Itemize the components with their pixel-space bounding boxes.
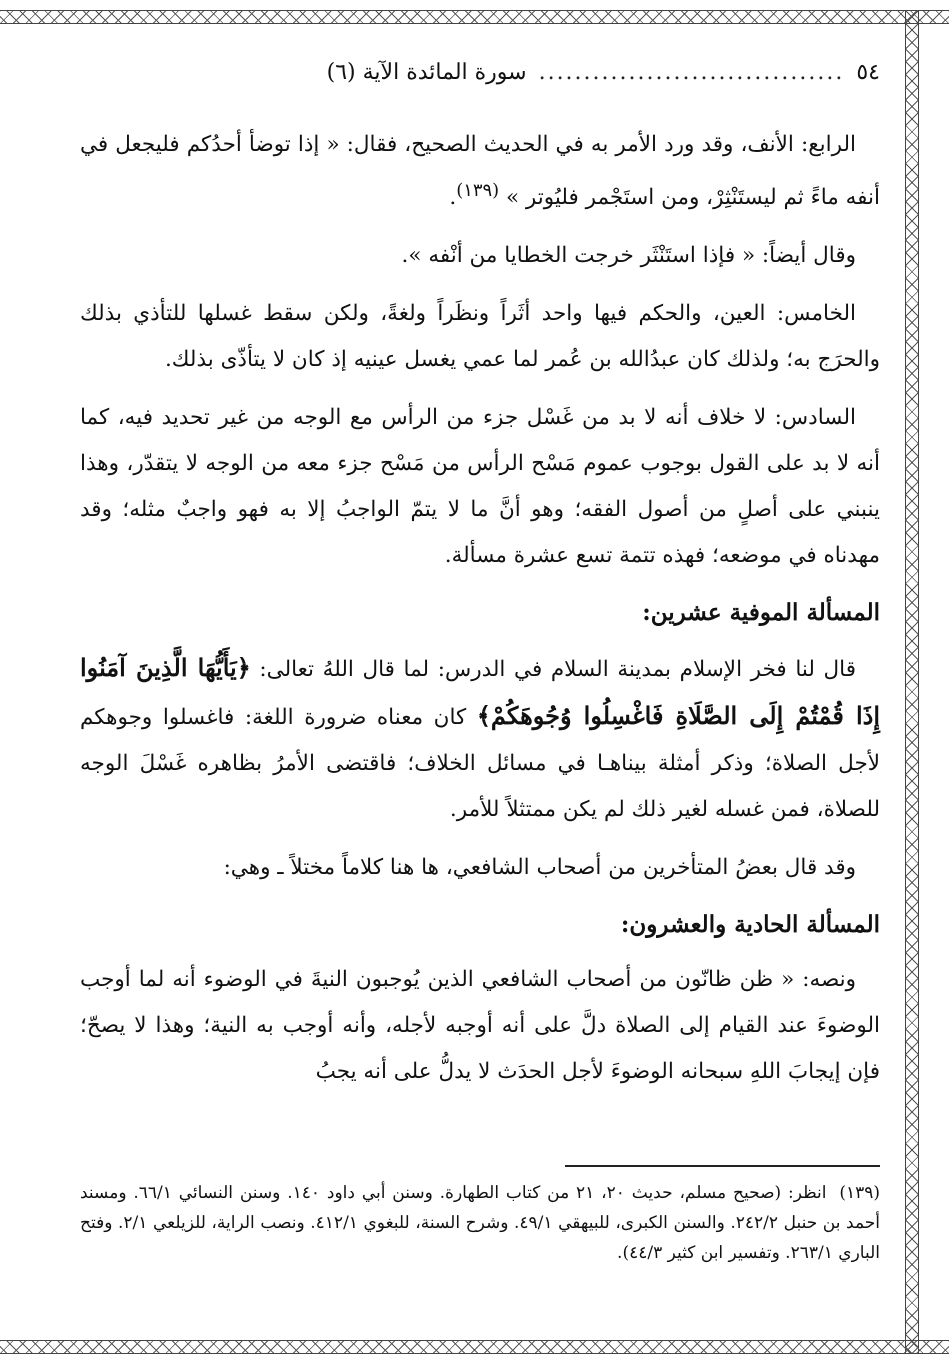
- paragraph-nose-end: .: [449, 185, 457, 211]
- page-content: [80, 60, 880, 1107]
- running-head-dots: ..................................: [538, 60, 845, 85]
- paragraph-twenty-first: ونصه: « ظن ظانّون من أصحاب الشافعي الذين يُوجبون النيةَ في الوضوء أنه لما أوجب الوضوءَ عند القيام إلى الصلاة دلَّ على أنه أوجبه لأجله، وأنه أوجب به النية؛ وهذا لا يصحّ؛ فإن إيجابَ اللهِ سبحانه الوضوءَ لأجل الحدَث لا يدلُّ على أنه يجبُ: [80, 967, 880, 1085]
- running-head-title: سورة المائدة الآية (٦): [326, 60, 527, 85]
- paragraph-nose-2: وقال أيضاً: « فإذا استَنْثَر خرجت الخطايا من أنْفه ».: [401, 243, 856, 269]
- paragraph-twentieth: [80, 645, 880, 833]
- page-number: ٥٤: [856, 60, 880, 85]
- footnote-reference[interactable]: (١٣٩): [456, 180, 500, 201]
- section-heading-twentieth: المسألة الموفية عشرين:: [642, 599, 880, 627]
- paragraph-nose: [80, 122, 880, 221]
- paragraph-twentieth-pre: قال لنا فخر الإسلام بمدينة السلام في الدرس: لما قال اللهُ تعالى:: [259, 657, 856, 683]
- footnote-divider: [565, 1165, 880, 1167]
- paragraph-twentieth-post: كان معناه ضرورة اللغة: فاغسلوا وجوهكم لأجل الصلاة؛ وذكر أمثلة بيناهـا في مسائل الخلاف؛ فاقتضى الأمرُ بظاهره غَسْلَ الوجه للصلاة، فمن غسله لغير ذلك لم يكن ممتثلاً للأمر.: [80, 705, 880, 823]
- paragraph-eye: الخامس: العين، والحكم فيها واحد أثَراً ونظَراً ولغةً، ولكن سقط غسلها للتأذي بذلك والحرَج به؛ ولذلك كان عبدُالله بن عُمر لما عمي يغسل عينيه إذ كان لا يتأذّى بذلك.: [80, 301, 880, 373]
- running-head: [80, 60, 880, 100]
- page-border-right: [905, 10, 919, 1354]
- footnote: [80, 1178, 880, 1268]
- section-heading-twenty-first: المسألة الحادية والعشرون:: [620, 911, 880, 939]
- footnote-mark: (١٣٩): [839, 1183, 881, 1203]
- page-border-top: [0, 10, 949, 24]
- paragraph-nose-text: الرابع: الأنف، وقد ورد الأمر به في الحديث الصحيح، فقال: « إذا توضأ أحدُكم فليجعل في أنفه ماءً ثم ليستَنْثِرْ، ومن استَجْمر فليُوتر »: [80, 132, 880, 211]
- page-border-bottom: [0, 1340, 949, 1354]
- body-text: [80, 122, 880, 1095]
- paragraph-head: السادس: لا خلاف أنه لا بد من غَسْل جزء من الرأس مع الوجه من غير تحديد فيه، كما أنه لا بد على القول بوجوب عموم مَسْح الرأس من مَسْح جزء معه من الوجه لا يتقدّر، وهذا ينبني على أصلٍ من أصول الفقه؛ وهو أنَّ ما لا يتمّ الواجبُ إلا به فهو واجبٌ مثله؛ وقد مهدناه في موضعه؛ فهذه تتمة تسع عشرة مسألة.: [80, 405, 880, 569]
- quran-verse: ﴿يَأَيُّهَا الَّذِينَ آمَنُوا إِذَا قُمْتُمْ إِلَى الصَّلَاةِ فَاغْسِلُوا وُجُوهَكُمْ﴾: [80, 653, 880, 731]
- footnote-text: انظر: (صحيح مسلم، حديث ٢٠، ٢١ من كتاب الطهارة. وسنن أبي داود ١٤٠. وسنن النسائي ٦٦/١. ومسند أحمد بن حنبل ٢٤٢/٢. والسنن الكبرى، للبيهقي ٤٩/١. وشرح السنة، للبغوي ٤١٢/١. ونصب الراية، للزيلعي ٢/١. وفتح الباري ٢٦٣/١. وتفسير ابن كثير ٤٤/٣).: [80, 1183, 881, 1263]
- paragraph-later-scholars: وقد قال بعضُ المتأخرين من أصحاب الشافعي، ها هنا كلاماً مختلاً ـ وهي:: [223, 855, 856, 881]
